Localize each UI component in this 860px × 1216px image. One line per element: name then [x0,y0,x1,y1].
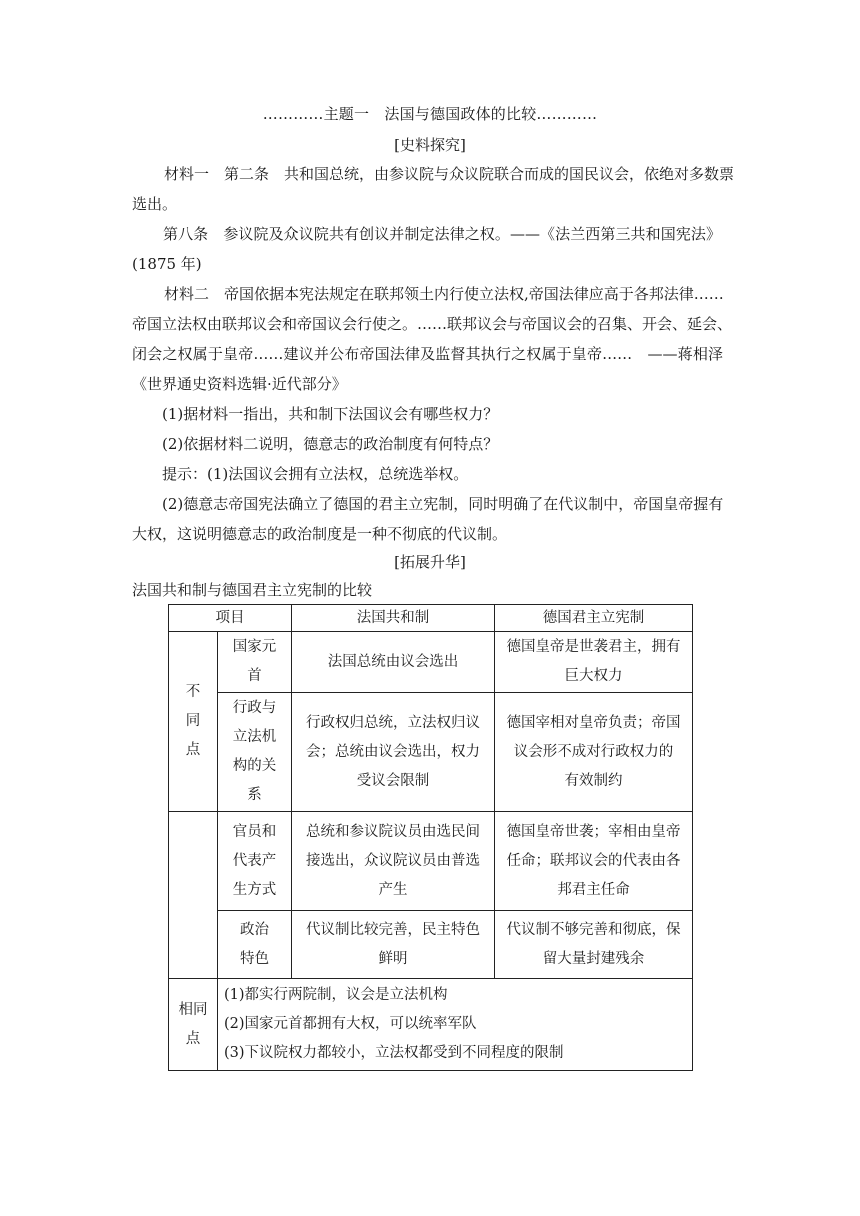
question-1: (1)据材料一指出，共和制下法国议会有哪些权力？ [162,405,499,423]
row-france-official-selection: 总统和参议院议员由选民间 接选出，众议院议员由普选 产生 [292,812,495,911]
row-france-political-feature: 代议制比较完善，民主特色 鲜明 [292,911,495,979]
hint-2-line-1: (2)德意志帝国宪法确立了德国的君主立宪制，同时明确了在代议制中，帝国皇帝握有 [162,495,724,513]
row-france-executive-legislative: 行政权归总统，立法权归议 会；总统由议会选出，权力 受议会限制 [292,693,495,812]
row-item-head-of-state: 国家元 首 [218,632,292,693]
material-1-line-1: 材料一 第二条 共和国总统，由参议院与众议院联合而成的国民议会，依绝对多数票 [164,165,735,183]
material-1-line-3: 第八条 参议院及众议院共有创议并制定法律之权。——《法兰西第三共和国宪法》 [163,225,721,243]
material-1-line-2: 选出。 [132,195,178,213]
header-item: 项目 [169,605,292,632]
table-row [169,911,693,979]
header-germany: 德国君主立宪制 [495,605,693,632]
header-france: 法国共和制 [292,605,495,632]
row-germany-political-feature: 代议制不够完善和彻底，保 留大量封建残余 [495,911,693,979]
hint-2-line-2: 大权，这说明德意志的政治制度是一种不彻底的代议制。 [132,525,508,543]
diff-label-continued [169,812,218,979]
question-2: (2)依据材料二说明，德意志的政治制度有何特点？ [162,435,499,453]
hint-1: 提示：(1)法国议会拥有立法权，总统选举权。 [162,465,469,483]
section-title-expansion: [拓展升华] [394,553,466,571]
table-caption: 法国共和制与德国君主立宪制的比较 [132,581,373,599]
table-row [169,812,693,911]
row-item-political-feature: 政治 特色 [218,911,292,979]
same-label: 相同 点 [169,979,218,1071]
topic-title: …………主题一 法国与德国政体的比较………… [262,105,598,123]
table-header-row [169,605,693,632]
similarity-item: (2)国家元首都拥有大权，可以统率军队 [224,1016,477,1032]
row-item-executive-legislative: 行政与 立法机 构的关 系 [218,693,292,812]
material-2-line-4: 《世界通史资料选辑·近代部分》 [132,375,347,393]
section-title-evidence: [史料探究] [394,136,466,154]
row-germany-official-selection: 德国皇帝世袭；宰相由皇帝 任命；联邦议会的代表由各 邦君主任命 [495,812,693,911]
comparison-table [168,604,693,1071]
similarities-list [218,979,693,1071]
row-germany-head-of-state: 德国皇帝是世袭君主，拥有 巨大权力 [495,632,693,693]
row-item-official-selection: 官员和 代表产 生方式 [218,812,292,911]
material-1-line-4: (1875 年) [132,255,202,273]
row-germany-executive-legislative: 德国宰相对皇帝负责；帝国 议会形不成对行政权力的 有效制约 [495,693,693,812]
material-2-line-1: 材料二 帝国依据本宪法规定在联邦领土内行使立法权,帝国法律应高于各邦法律…… [164,285,724,303]
material-2-line-2: 帝国立法权由联邦议会和帝国议会行使之。……联邦议会与帝国议会的召集、开会、延会、 [132,315,733,333]
table-row [169,693,693,812]
similarity-item: (1)都实行两院制，议会是立法机构 [224,987,448,1003]
table-row [169,632,693,693]
material-2-line-3: 闭会之权属于皇帝……建议并公布帝国法律及监督其执行之权属于皇帝…… ——蒋相泽 [132,345,723,363]
diff-label: 不 同 点 [169,632,218,812]
row-france-head-of-state: 法国总统由议会选出 [292,632,495,693]
similarity-item: (3)下议院权力都较小，立法权都受到不同程度的限制 [224,1045,564,1061]
table-row-similarities [169,979,693,1071]
